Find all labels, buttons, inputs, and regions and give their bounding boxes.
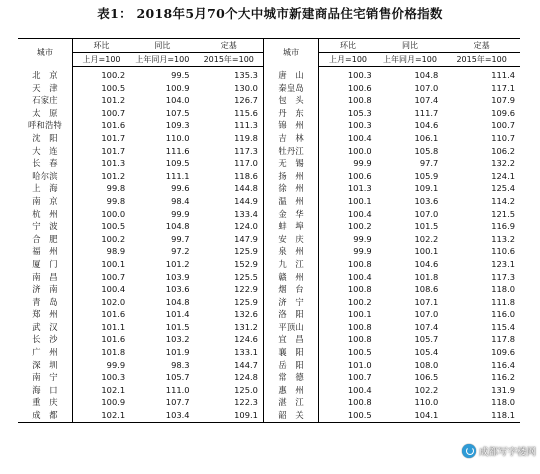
yoy-right-cell: 107.0	[414, 309, 439, 320]
mom-right-cell: 100.7	[347, 372, 372, 383]
yoy-left-cell: 101.2	[165, 258, 190, 269]
table-row	[18, 321, 520, 334]
yoy-right-cell: 102.2	[414, 384, 439, 395]
table-row	[18, 220, 520, 233]
city-right-cell: 湛 江	[263, 396, 319, 409]
table-row	[18, 182, 520, 195]
table-row	[18, 145, 520, 158]
mom-right-cell: 100.4	[347, 384, 372, 395]
base-left-cell: 118.6	[195, 170, 264, 183]
table-row	[18, 271, 520, 284]
city-right-cell: 惠 州	[263, 384, 319, 397]
city-right-cell: 丹 东	[263, 107, 319, 120]
mom-right-cell: 99.9	[353, 246, 372, 257]
table-row	[18, 107, 520, 120]
city-left-cell: 哈尔滨	[18, 170, 72, 183]
city-right-cell: 秦皇岛	[263, 82, 319, 95]
yoy-right-cell: 108.6	[414, 284, 439, 295]
yoy-right-cell: 101.5	[414, 221, 439, 232]
mom-left-cell: 100.7	[101, 107, 126, 118]
yoy-right-cell: 111.7	[414, 107, 439, 118]
base-right-cell: 117.1	[491, 82, 515, 93]
base-left-cell: 119.8	[195, 132, 264, 145]
mom-left-cell: 100.1	[101, 258, 126, 269]
mom-right-cell: 100.4	[347, 271, 372, 282]
city-left-cell: 南 宁	[18, 371, 72, 384]
yoy-left-cell: 104.0	[165, 95, 190, 106]
mom-left-cell: 100.0	[101, 208, 126, 219]
city-right-cell: 赣 州	[263, 271, 319, 284]
base-left-cell: 124.8	[195, 371, 264, 384]
city-left-cell: 杭 州	[18, 208, 72, 221]
city-left-cell: 上 海	[18, 182, 72, 195]
base-left-cell: 125.9	[195, 296, 264, 309]
table-row	[18, 132, 520, 145]
city-right-cell: 韶 关	[263, 409, 319, 422]
base-right-cell: 113.2	[491, 233, 515, 244]
city-left-cell: 郑 州	[18, 308, 72, 321]
yoy-left-cell: 104.8	[165, 221, 190, 232]
yoy-right-cell: 107.4	[414, 95, 439, 106]
table-row	[18, 233, 520, 246]
city-left-cell: 石家庄	[18, 94, 72, 107]
yoy-right-cell: 105.4	[414, 347, 439, 358]
price-index-table	[18, 38, 520, 423]
base-right-cell: 118.1	[491, 410, 515, 421]
base-right-cell: 110.6	[491, 246, 515, 257]
table-row	[18, 346, 520, 359]
base-right-cell: 118.0	[491, 397, 515, 408]
mom-right-cell: 100.8	[347, 258, 372, 269]
mom-left-cell: 101.8	[101, 347, 126, 358]
city-left-cell: 重 庆	[18, 396, 72, 409]
table-row	[18, 409, 520, 422]
base-right-cell: 106.2	[491, 145, 515, 156]
yoy-sub-right: 上年同月=100	[377, 53, 444, 67]
base-left-cell: 125.0	[195, 384, 264, 397]
mom-left-cell: 101.2	[101, 95, 126, 106]
mom-right-cell: 100.8	[347, 397, 372, 408]
table-row	[18, 308, 520, 321]
mom-sub-left: 上月=100	[72, 53, 130, 67]
base-left-cell: 152.9	[195, 258, 264, 271]
base-left-cell: 109.1	[195, 409, 264, 422]
mom-right-cell: 100.6	[347, 170, 372, 181]
yoy-right-cell: 107.1	[414, 296, 439, 307]
mom-left-cell: 102.1	[101, 384, 126, 395]
mom-right-cell: 100.3	[347, 120, 372, 131]
city-left-cell: 济 南	[18, 283, 72, 296]
mom-left-cell: 101.6	[101, 120, 126, 131]
city-left-cell: 大 连	[18, 145, 72, 158]
mom-right-cell: 100.8	[347, 95, 372, 106]
mom-right-cell: 100.0	[347, 145, 372, 156]
base-left-cell: 133.1	[195, 346, 264, 359]
base-right-cell: 121.5	[491, 208, 515, 219]
mom-right-cell: 100.1	[347, 195, 372, 206]
yoy-left-cell: 109.5	[165, 158, 190, 169]
base-sub-right: 2015年=100	[443, 53, 520, 67]
yoy-left-cell: 101.5	[165, 321, 190, 332]
city-right-cell: 金 华	[263, 208, 319, 221]
yoy-left-cell: 97.2	[171, 246, 190, 257]
yoy-right-cell: 107.0	[414, 82, 439, 93]
yoy-right-cell: 105.9	[414, 170, 439, 181]
yoy-right-cell: 109.1	[414, 183, 439, 194]
base-sub-left: 2015年=100	[195, 53, 264, 67]
yoy-left-cell: 101.4	[165, 309, 190, 320]
yoy-right-cell: 104.6	[414, 120, 439, 131]
base-left-cell: 144.9	[195, 195, 264, 208]
yoy-left-cell: 99.7	[171, 233, 190, 244]
yoy-left-cell: 99.5	[171, 70, 190, 80]
base-left-cell: 122.9	[195, 283, 264, 296]
base-left-cell: 126.7	[195, 94, 264, 107]
mom-left-cell: 100.5	[101, 82, 126, 93]
city-left-cell: 合 肥	[18, 233, 72, 246]
mom-left-cell: 102.1	[101, 410, 126, 421]
base-left-cell: 132.6	[195, 308, 264, 321]
mom-right-cell: 100.5	[347, 410, 372, 421]
mom-right-cell: 100.5	[347, 347, 372, 358]
base-header-right: 定基	[443, 39, 520, 53]
yoy-left-cell: 107.5	[165, 107, 190, 118]
base-right-cell: 124.1	[491, 170, 515, 181]
watermark	[462, 442, 536, 460]
table-row	[18, 283, 520, 296]
mom-right-cell: 101.3	[347, 183, 372, 194]
city-right-cell: 唐 山	[263, 67, 319, 82]
base-left-cell: 125.9	[195, 245, 264, 258]
yoy-left-cell: 99.9	[171, 208, 190, 219]
city-right-cell: 常 德	[263, 371, 319, 384]
base-right-cell: 117.3	[491, 271, 515, 282]
base-left-cell: 117.3	[195, 145, 264, 158]
city-right-cell: 泉 州	[263, 245, 319, 258]
yoy-right-cell: 101.8	[414, 271, 439, 282]
city-left-cell: 长 春	[18, 157, 72, 170]
table-row	[18, 94, 520, 107]
yoy-left-cell: 101.9	[165, 347, 190, 358]
yoy-right-cell: 104.1	[414, 410, 439, 421]
table-row	[18, 170, 520, 183]
base-right-cell: 114.2	[491, 195, 515, 206]
base-right-cell: 116.4	[491, 359, 515, 370]
city-right-cell: 宜 昌	[263, 333, 319, 346]
base-right-cell: 125.4	[491, 183, 515, 194]
table-row	[18, 157, 520, 170]
base-right-cell: 110.7	[491, 132, 515, 143]
base-right-cell: 111.4	[491, 70, 515, 80]
table-title: 表1： 2018年5月70个大中城市新建商品住宅销售价格指数	[97, 6, 443, 21]
base-left-cell: 131.2	[195, 321, 264, 334]
city-left-cell: 宁 波	[18, 220, 72, 233]
mom-right-cell: 100.2	[347, 296, 372, 307]
city-left-cell: 武 汉	[18, 321, 72, 334]
city-right-cell: 襄 阳	[263, 346, 319, 359]
mom-right-cell: 105.3	[347, 107, 372, 118]
base-right-cell: 100.7	[491, 120, 515, 131]
mom-header-right: 环比	[319, 39, 377, 53]
yoy-left-cell: 103.4	[165, 410, 190, 421]
city-right-cell: 济 宁	[263, 296, 319, 309]
yoy-left-cell: 98.3	[171, 359, 190, 370]
city-left-cell: 广 州	[18, 346, 72, 359]
mom-right-cell: 100.4	[347, 208, 372, 219]
mom-left-cell: 100.4	[101, 284, 126, 295]
mom-left-cell: 99.8	[106, 195, 126, 206]
mom-right-cell: 101.0	[347, 359, 372, 370]
city-right-cell: 牡丹江	[263, 145, 319, 158]
yoy-left-cell: 111.6	[165, 145, 190, 156]
yoy-left-cell: 105.7	[165, 372, 190, 383]
base-right-cell: 109.6	[491, 347, 515, 358]
table-row	[18, 82, 520, 95]
base-left-cell: 111.3	[195, 119, 264, 132]
base-right-cell: 132.2	[491, 158, 515, 169]
yoy-right-cell: 104.8	[414, 70, 439, 80]
table-row	[18, 208, 520, 221]
city-right-cell: 平顶山	[263, 321, 319, 334]
base-left-cell: 130.0	[195, 82, 264, 95]
city-right-cell: 安 庆	[263, 233, 319, 246]
base-left-cell: 124.0	[195, 220, 264, 233]
mom-right-cell: 100.8	[347, 284, 372, 295]
yoy-right-cell: 100.1	[414, 246, 439, 257]
yoy-left-cell: 103.9	[165, 271, 190, 282]
mom-left-cell: 101.6	[101, 334, 126, 345]
mom-right-cell: 100.8	[347, 321, 372, 332]
mom-right-cell: 100.1	[347, 309, 372, 320]
yoy-left-cell: 104.8	[165, 296, 190, 307]
base-left-cell: 133.4	[195, 208, 264, 221]
yoy-right-cell: 103.6	[414, 195, 439, 206]
yoy-left-cell: 110.0	[165, 132, 190, 143]
mom-left-cell: 101.1	[101, 321, 126, 332]
base-left-cell: 144.7	[195, 359, 264, 372]
city-right-cell: 洛 阳	[263, 308, 319, 321]
yoy-header-right: 同比	[377, 39, 444, 53]
base-right-cell: 116.0	[491, 309, 515, 320]
table-row	[18, 384, 520, 397]
city-left-cell: 长 沙	[18, 333, 72, 346]
mom-left-cell: 101.2	[101, 170, 126, 181]
watermark-logo-icon	[462, 444, 476, 458]
mom-left-cell: 100.5	[101, 221, 126, 232]
base-right-cell: 115.4	[491, 321, 515, 332]
city-left-cell: 天 津	[18, 82, 72, 95]
yoy-left-cell: 111.1	[165, 170, 190, 181]
mom-left-cell: 100.7	[101, 271, 126, 282]
yoy-left-cell: 100.9	[165, 82, 190, 93]
mom-left-cell: 100.3	[101, 372, 126, 383]
base-right-cell: 116.2	[491, 372, 515, 383]
yoy-right-cell: 102.2	[414, 233, 439, 244]
mom-sub-right: 上月=100	[319, 53, 377, 67]
mom-left-cell: 100.9	[101, 397, 126, 408]
city-left-cell: 福 州	[18, 245, 72, 258]
base-right-cell: 111.8	[491, 296, 515, 307]
city-left-cell: 青 岛	[18, 296, 72, 309]
mom-left-cell: 99.9	[106, 359, 126, 370]
base-right-cell: 118.0	[491, 284, 515, 295]
base-right-cell: 117.8	[491, 334, 515, 345]
mom-left-cell: 100.2	[101, 233, 126, 244]
table-row	[18, 245, 520, 258]
base-right-cell: 131.9	[491, 384, 515, 395]
yoy-right-cell: 110.0	[414, 397, 439, 408]
base-left-cell: 122.3	[195, 396, 264, 409]
watermark-text: 成都写字楼网	[478, 447, 536, 458]
base-right-cell: 123.1	[491, 258, 515, 269]
yoy-right-cell: 105.7	[414, 334, 439, 345]
base-left-cell: 125.5	[195, 271, 264, 284]
base-right-cell: 116.9	[491, 221, 515, 232]
city-left-cell: 厦 门	[18, 258, 72, 271]
mom-right-cell: 100.6	[347, 82, 372, 93]
city-header-right: 城市	[263, 39, 319, 67]
table-row	[18, 359, 520, 372]
mom-right-cell: 100.2	[347, 221, 372, 232]
city-right-cell: 无 锡	[263, 157, 319, 170]
mom-header-left: 环比	[72, 39, 130, 53]
city-right-cell: 温 州	[263, 195, 319, 208]
city-right-cell: 扬 州	[263, 170, 319, 183]
table-row	[18, 67, 520, 82]
mom-right-cell: 100.8	[347, 334, 372, 345]
city-header-left: 城市	[18, 39, 72, 67]
table-row	[18, 396, 520, 409]
city-left-cell: 南 京	[18, 195, 72, 208]
yoy-sub-left: 上年同月=100	[130, 53, 194, 67]
city-left-cell: 南 昌	[18, 271, 72, 284]
yoy-left-cell: 103.2	[165, 334, 190, 345]
yoy-right-cell: 107.0	[414, 208, 439, 219]
mom-right-cell: 100.4	[347, 132, 372, 143]
city-right-cell: 蚌 埠	[263, 220, 319, 233]
city-right-cell: 岳 阳	[263, 359, 319, 372]
city-left-cell: 太 原	[18, 107, 72, 120]
mom-left-cell: 102.0	[101, 296, 126, 307]
table-row	[18, 195, 520, 208]
yoy-right-cell: 97.7	[419, 158, 439, 169]
base-header-left: 定基	[195, 39, 264, 53]
city-left-cell: 沈 阳	[18, 132, 72, 145]
base-left-cell: 147.9	[195, 233, 264, 246]
mom-right-cell: 100.3	[347, 70, 372, 80]
city-left-cell: 海 口	[18, 384, 72, 397]
table-row	[18, 258, 520, 271]
mom-right-cell: 99.9	[353, 233, 372, 244]
mom-left-cell: 99.8	[106, 183, 126, 194]
city-left-cell: 北 京	[18, 67, 72, 82]
mom-left-cell: 101.6	[101, 309, 126, 320]
city-right-cell: 锦 州	[263, 119, 319, 132]
yoy-right-cell: 106.5	[414, 372, 439, 383]
city-left-cell: 成 都	[18, 409, 72, 422]
city-right-cell: 包 头	[263, 94, 319, 107]
table-row	[18, 119, 520, 132]
yoy-right-cell: 108.0	[414, 359, 439, 370]
yoy-right-cell: 106.1	[414, 132, 439, 143]
yoy-right-cell: 105.8	[414, 145, 439, 156]
city-right-cell: 烟 台	[263, 283, 319, 296]
yoy-left-cell: 107.7	[165, 397, 190, 408]
city-left-cell: 呼和浩特	[18, 119, 72, 132]
city-left-cell: 深 圳	[18, 359, 72, 372]
table-row	[18, 333, 520, 346]
mom-left-cell: 101.7	[101, 132, 126, 143]
base-left-cell: 124.6	[195, 333, 264, 346]
mom-right-cell: 99.9	[353, 158, 372, 169]
yoy-left-cell: 99.6	[171, 183, 190, 194]
yoy-right-cell: 107.4	[414, 321, 439, 332]
yoy-left-cell: 103.6	[165, 284, 190, 295]
base-right-cell: 109.6	[491, 107, 515, 118]
base-left-cell: 117.0	[195, 157, 264, 170]
yoy-left-cell: 98.4	[171, 195, 190, 206]
city-right-cell: 徐 州	[263, 182, 319, 195]
city-right-cell: 九 江	[263, 258, 319, 271]
base-left-cell: 144.8	[195, 182, 264, 195]
base-left-cell: 135.3	[195, 67, 264, 82]
mom-left-cell: 101.7	[101, 145, 126, 156]
base-left-cell: 115.6	[195, 107, 264, 120]
mom-left-cell: 98.9	[106, 246, 126, 257]
city-right-cell: 吉 林	[263, 132, 319, 145]
table-row	[18, 371, 520, 384]
yoy-header-left: 同比	[130, 39, 194, 53]
yoy-left-cell: 109.3	[165, 120, 190, 131]
mom-left-cell: 101.3	[101, 158, 126, 169]
base-right-cell: 107.9	[491, 95, 515, 106]
yoy-right-cell: 104.6	[414, 258, 439, 269]
mom-left-cell: 100.2	[101, 70, 126, 80]
table-row	[18, 296, 520, 309]
yoy-left-cell: 111.0	[165, 384, 190, 395]
